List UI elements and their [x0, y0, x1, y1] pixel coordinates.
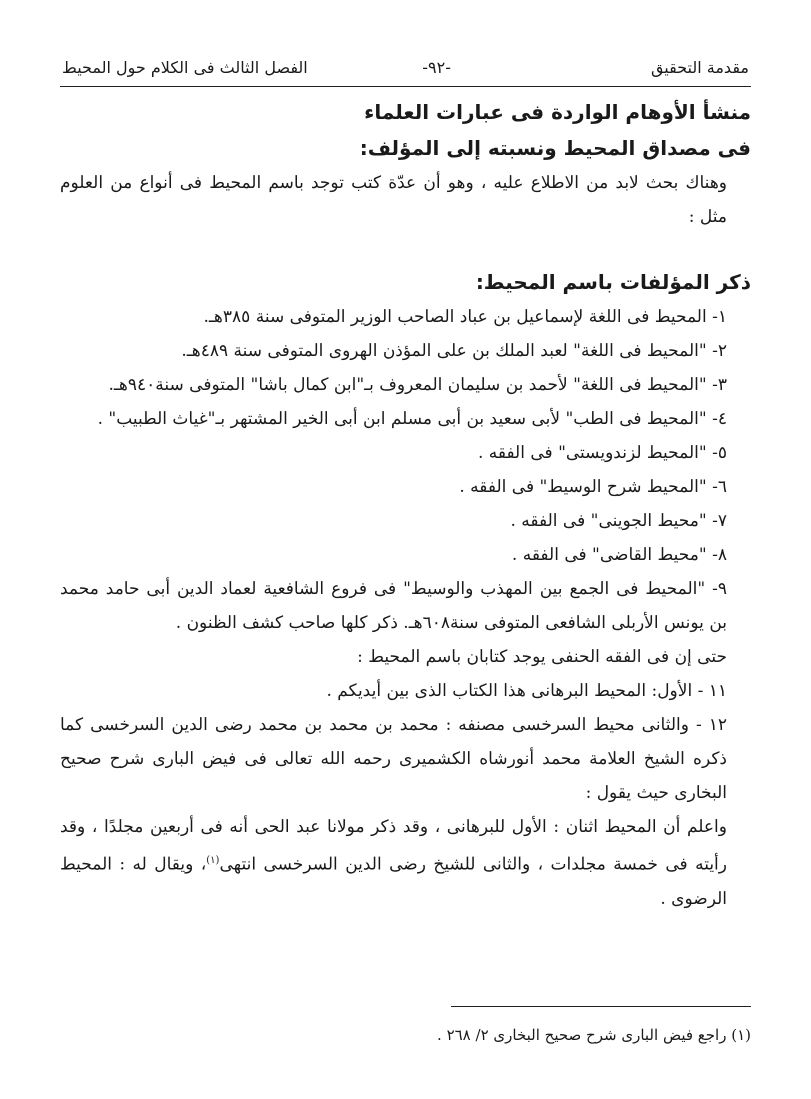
main-text [60, 94, 751, 916]
header-chapter-title: الفصل الثالث فى الكلام حول المحيط [62, 58, 308, 77]
footnote-ref[interactable]: (١) [206, 855, 220, 866]
list-item: ٨- "محيط القاضى" فى الفقه . [511, 545, 727, 565]
list-item: ١- المحيط فى اللغة لإسماعيل بن عباد الصاحب الوزير المتوفى سنة ٣٨٥هـ. [203, 307, 727, 327]
list-item: ٩- "المحيط فى الجمع بين المهذب والوسيط" فى فروع الشافعية لعماد الدين أبى حامد محمد بن يونس الأربلى الشافعى المتوفى سنة٦٠٨هـ. ذكر كلها صاحب كشف الظنون . [60, 579, 727, 633]
section-heading-1: منشأ الأوهام الواردة فى عبارات العلماء [364, 100, 751, 124]
quote-text: واعلم أن المحيط اثنان : الأول للبرهانى ، وقد ذكر مولانا عبد الحى أنه فى أربعين مجلدًا ، وقد رأيته فى خمسة مجلدات ، والثانى للشيخ رضى الدين السرخسى انتهى [60, 817, 727, 875]
list-item: ١٢ - والثانى محيط السرخسى مصنفه : محمد بن محمد بن محمد رضى الدين السرخسى كما ذكره الشيخ العلامة محمد أنورشاه الكشميرى رحمه الله تعالى فى فيض البارى شرح صحيح البخارى حيث يقول : [60, 715, 727, 803]
footnote: (١) راجع فيض البارى شرح صحيح البخارى ٢/ ٢٦٨ . [437, 1026, 751, 1044]
running-header [60, 56, 751, 87]
quote-end: ، ويقال له : المحيط الرضوى . [60, 854, 727, 909]
list-item: ٧- "محيط الجوينى" فى الفقه . [510, 511, 727, 531]
section-heading-2: فى مصداق المحيط ونسبته إلى المؤلف: [359, 136, 751, 160]
header-section-title: مقدمة التحقيق [650, 58, 749, 77]
list-item: ٥- "المحيط لزندويستى" فى الفقه . [477, 443, 727, 463]
section-heading-3: ذكر المؤلفات باسم المحيط: [475, 270, 751, 294]
hanafi-intro: حتى إن فى الفقه الحنفى يوجد كتابان باسم المحيط : [357, 647, 727, 667]
list-item: ١١ - الأول: المحيط البرهانى هذا الكتاب الذى بين أيديكم . [326, 681, 727, 701]
quote-paragraph [60, 810, 751, 916]
list-item: ٢- "المحيط فى اللغة" لعبد الملك بن على المؤذن الهروى المتوفى سنة ٤٨٩هـ. [181, 341, 727, 361]
intro-paragraph: وهناك بحث لابد من الاطلاع عليه ، وهو أن عدّة كتب توجد باسم المحيط فى أنواع من العلوم مثل : [60, 173, 727, 227]
list-item: ٤- "المحيط فى الطب" لأبى سعيد بن أبى مسلم ابن أبى الخير المشتهر بـ"غياث الطبيب" . [97, 409, 727, 429]
list-item: ٣- "المحيط فى اللغة" لأحمد بن سليمان المعروف بـ"ابن كمال باشا" المتوفى سنة٩٤٠هـ. [108, 375, 727, 395]
footnote-divider [451, 1006, 751, 1007]
page-number: -٩٢- [422, 58, 451, 77]
list-item: ٦- "المحيط شرح الوسيط" فى الفقه . [459, 477, 727, 497]
